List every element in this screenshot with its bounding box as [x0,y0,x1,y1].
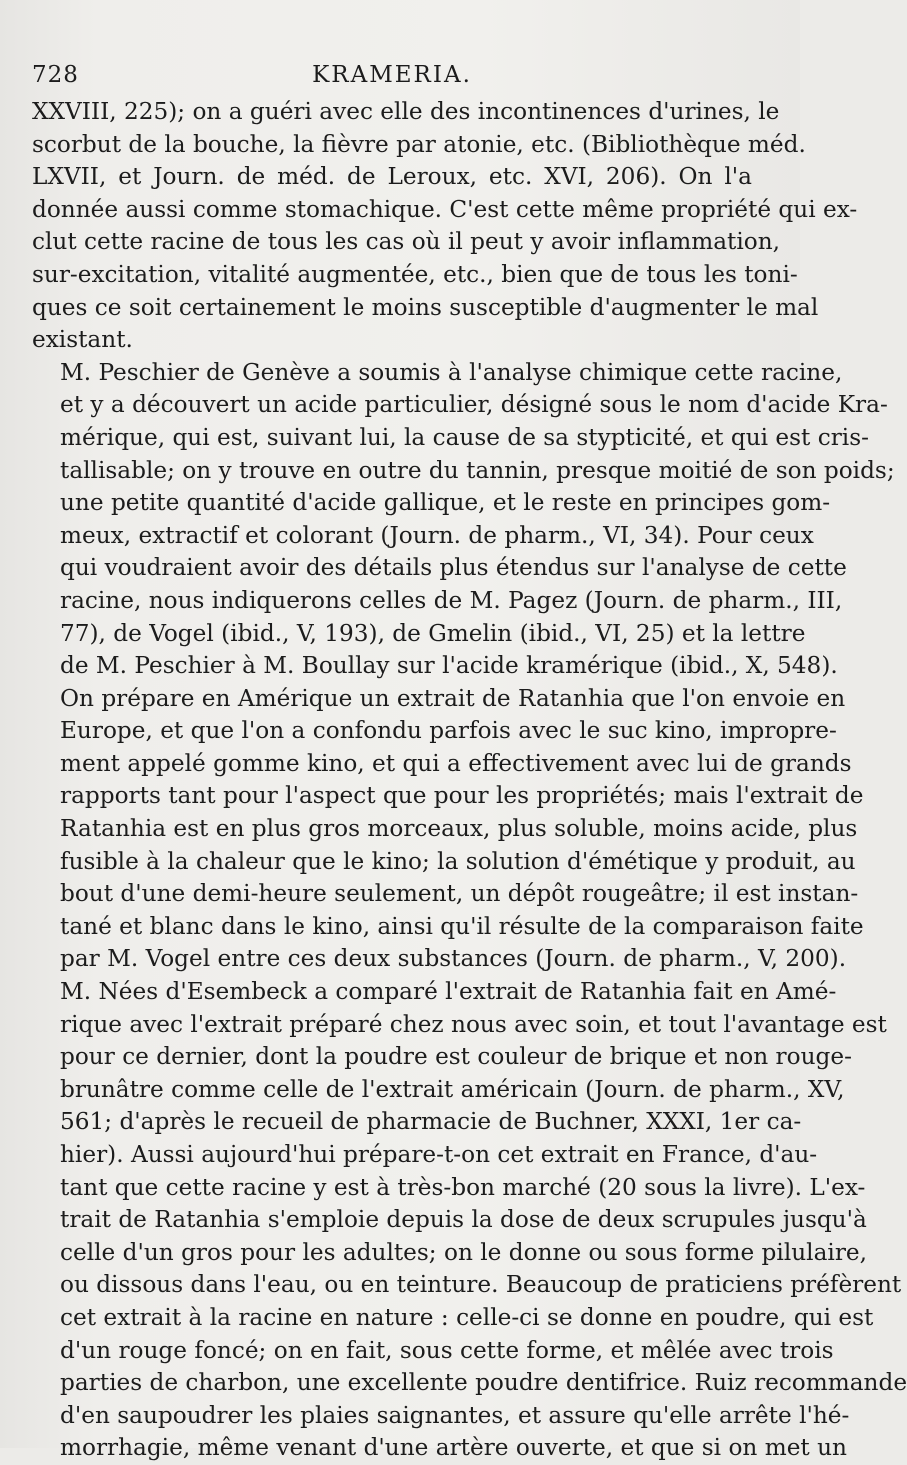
text-line: donnée aussi comme stomachique. C'est cette même propriété qui ex- [32,195,858,223]
text-line: racine, nous indiquerons celles de M. Pagez (Journ. de pharm., III, [60,586,843,614]
running-head: KRAMERIA. [312,62,472,88]
text-line: XXVIII, 225); on a guéri avec elle des incontinences d'urines, le [32,98,780,125]
text-line: fusible à la chaleur que le kino; la solution d'émétique y produit, au [60,847,856,875]
text-line: existant. [32,326,133,354]
text-line: On prépare en Amérique un extrait de Ratanhia que l'on envoie en [60,684,846,712]
text-line: parties de charbon, une excellente poudre dentifrice. Ruiz recommande [60,1369,907,1397]
text-line: brunâtre comme celle de l'extrait américain (Journ. de pharm., XV, [60,1075,845,1103]
paragraph [32,96,858,357]
text-line: M. Nées d'Esembeck a comparé l'extrait de Ratanhia fait en Amé- [60,978,837,1006]
text-line: qui voudraient avoir des détails plus étendus sur l'analyse de cette [60,554,847,582]
text-line: ou dissous dans l'eau, ou en teinture. Beaucoup de praticiens préfèrent [60,1271,902,1299]
text-line: tané et blanc dans le kino, ainsi qu'il résulte de la comparaison faite [60,912,864,940]
text-line: morrhagie, même venant d'une artère ouverte, et que si on met un [60,1434,847,1462]
text-line: d'un rouge foncé; on en fait, sous cette forme, et mêlée avec trois [60,1336,834,1364]
text-line: pour ce dernier, dont la poudre est couleur de brique et non rouge- [60,1043,852,1071]
text-line: scorbut de la bouche, la fièvre par atonie, etc. (Bibliothèque méd. [32,130,806,158]
text-line: meux, extractif et colorant (Journ. de pharm., VI, 34). Pour ceux [60,521,814,549]
text-line: de M. Peschier à M. Boullay sur l'acide kramérique (ibid., X, 548). [60,652,838,680]
text-line: une petite quantité d'acide gallique, et le reste en principes gom- [60,489,831,517]
text-line: trait de Ratanhia s'emploie depuis la dose de deux scrupules jusqu'à [60,1206,867,1234]
text-line: d'en saupoudrer les plaies saignantes, et assure qu'elle arrête l'hé- [60,1401,850,1429]
text-line: mérique, qui est, suivant lui, la cause de sa stypticité, et qui est cris- [60,423,869,451]
paragraph [32,683,907,1465]
body-text [32,96,907,1465]
text-line: 77), de Vogel (ibid., V, 193), de Gmelin (ibid., VI, 25) et la lettre [60,619,806,647]
page-number: 728 [32,62,79,88]
text-line: LXVII, et Journ. de méd. de Leroux, etc. XVI, 206). On l'a [32,163,752,191]
text-line: celle d'un gros pour les adultes; on le donne ou sous forme pilulaire, [60,1238,867,1266]
text-line: clut cette racine de tous les cas où il peut y avoir inflammation, [32,228,781,256]
text-line: sur-excitation, vitalité augmentée, etc., bien que de tous les toni- [32,260,798,288]
text-line: cet extrait à la racine en nature : celle-ci se donne en poudre, qui est [60,1303,874,1331]
text-line: rique avec l'extrait préparé chez nous avec soin, et tout l'avantage est [60,1010,887,1038]
text-line: tallisable; on y trouve en outre du tannin, presque moitié de son poids; [60,456,895,484]
text-line: hier). Aussi aujourd'hui prépare-t-on cet extrait en France, d'au- [60,1141,818,1168]
text-line: et y a découvert un acide particulier, désigné sous le nom d'acide Kra- [60,391,888,419]
text-line: tant que cette racine y est à très-bon marché (20 sous la livre). L'ex- [60,1173,866,1201]
page-header [32,62,752,96]
text-line: par M. Vogel entre ces deux substances (Journ. de pharm., V, 200). [60,945,847,973]
text-line: rapports tant pour l'aspect que pour les propriétés; mais l'extrait de [60,782,864,810]
text-line: M. Peschier de Genève a soumis à l'analyse chimique cette racine, [60,358,843,386]
paragraph [32,357,895,683]
text-line: bout d'une demi-heure seulement, un dépôt rougeâtre; il est instan- [60,880,859,908]
text-line: ques ce soit certainement le moins susceptible d'augmenter le mal [32,293,819,321]
text-line: Europe, et que l'on a confondu parfois avec le suc kino, impropre- [60,717,837,745]
text-line: Ratanhia est en plus gros morceaux, plus soluble, moins acide, plus [60,815,858,843]
text-line: ment appelé gomme kino, et qui a effectivement avec lui de grands [60,749,852,777]
text-line: 561; d'après le recueil de pharmacie de Buchner, XXXI, 1er ca- [60,1108,802,1136]
